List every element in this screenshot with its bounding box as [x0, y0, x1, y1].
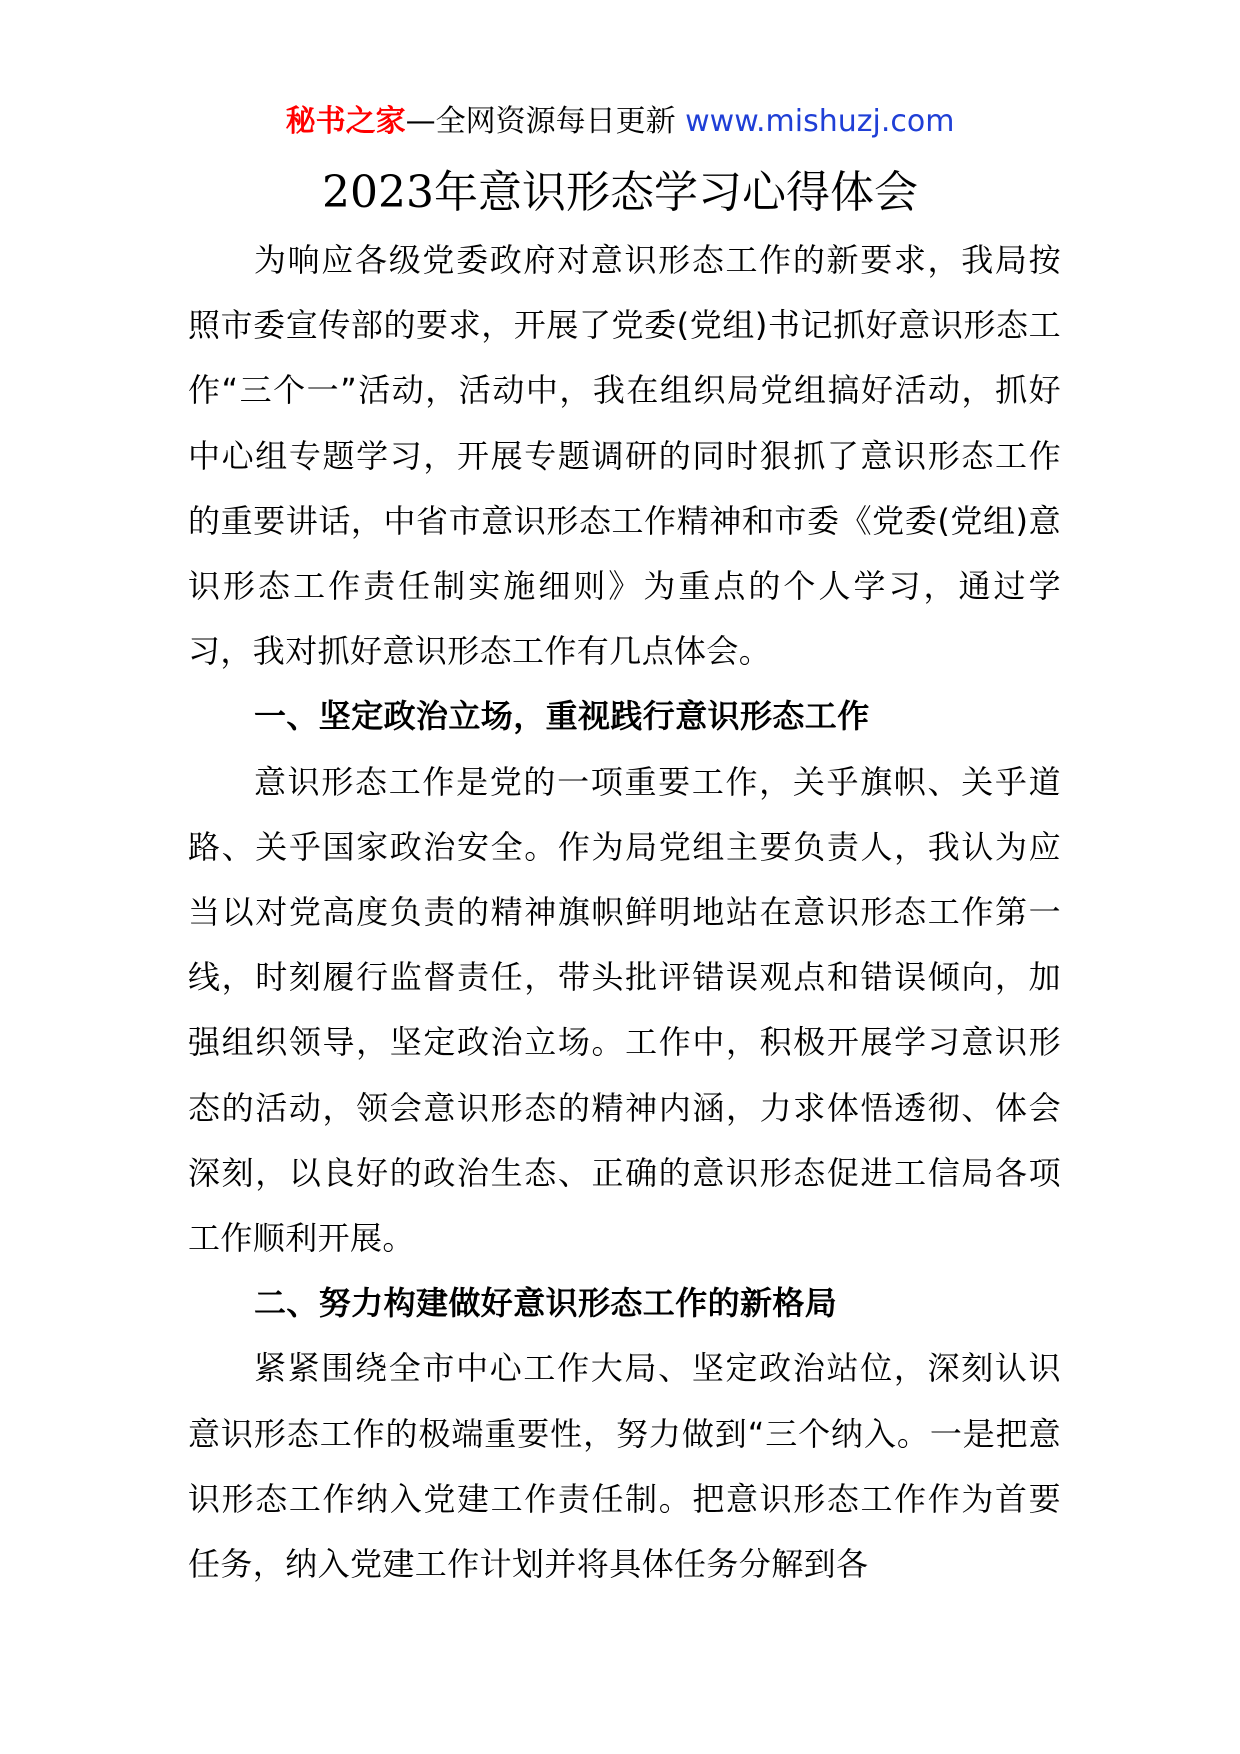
paragraph-section-2: 紧紧围绕全市中心工作大局、坚定政治站位，深刻认识意识形态工作的极端重要性，努力做到“三个纳入。一是把意识形态工作纳入党建工作责任制。把意识形态工作作为首要任务，纳入党建工作计划并将具体任务分解到各: [188, 1349, 1061, 1584]
document-title: 2023年意识形态学习心得体会: [322, 167, 918, 218]
site-header: [0, 100, 1240, 144]
section-heading-2: 二、努力构建做好意识形态工作的新格局: [254, 1284, 838, 1323]
site-brand: 秘书之家: [285, 104, 406, 139]
site-url: www.mishuzj.com: [685, 104, 955, 139]
document-body: [188, 228, 1061, 1597]
paragraph-intro: 为响应各级党委政府对意识形态工作的新要求，我局按照市委宣传部的要求，开展了党委(党组)书记抓好意识形态工作“三个一”活动，活动中，我在组织局党组搞好活动，抓好中心组专题学习，开展专题调研的同时狠抓了意识形态工作的重要讲话，中省市意识形态工作精神和市委《党委(党组)意识形态工作责任制实施细则》为重点的个人学习，通过学习，我对抓好意识形态工作有几点体会。: [188, 241, 1061, 671]
site-tagline: —全网资源每日更新: [405, 104, 686, 139]
paragraph-section-1: 意识形态工作是党的一项重要工作，关乎旗帜、关乎道路、关乎国家政治安全。作为局党组主要负责人，我认为应当以对党高度负责的精神旗帜鲜明地站在意识形态工作第一线，时刻履行监督责任，带头批评错误观点和错误倾向，加强组织领导，坚定政治立场。工作中，积极开展学习意识形态的活动，领会意识形态的精神内涵，力求体悟透彻、体会深刻，以良好的政治生态、正确的意识形态促进工信局各项工作顺利开展。: [188, 762, 1061, 1258]
section-heading-1: 一、坚定政治立场，重视践行意识形态工作: [254, 697, 870, 736]
